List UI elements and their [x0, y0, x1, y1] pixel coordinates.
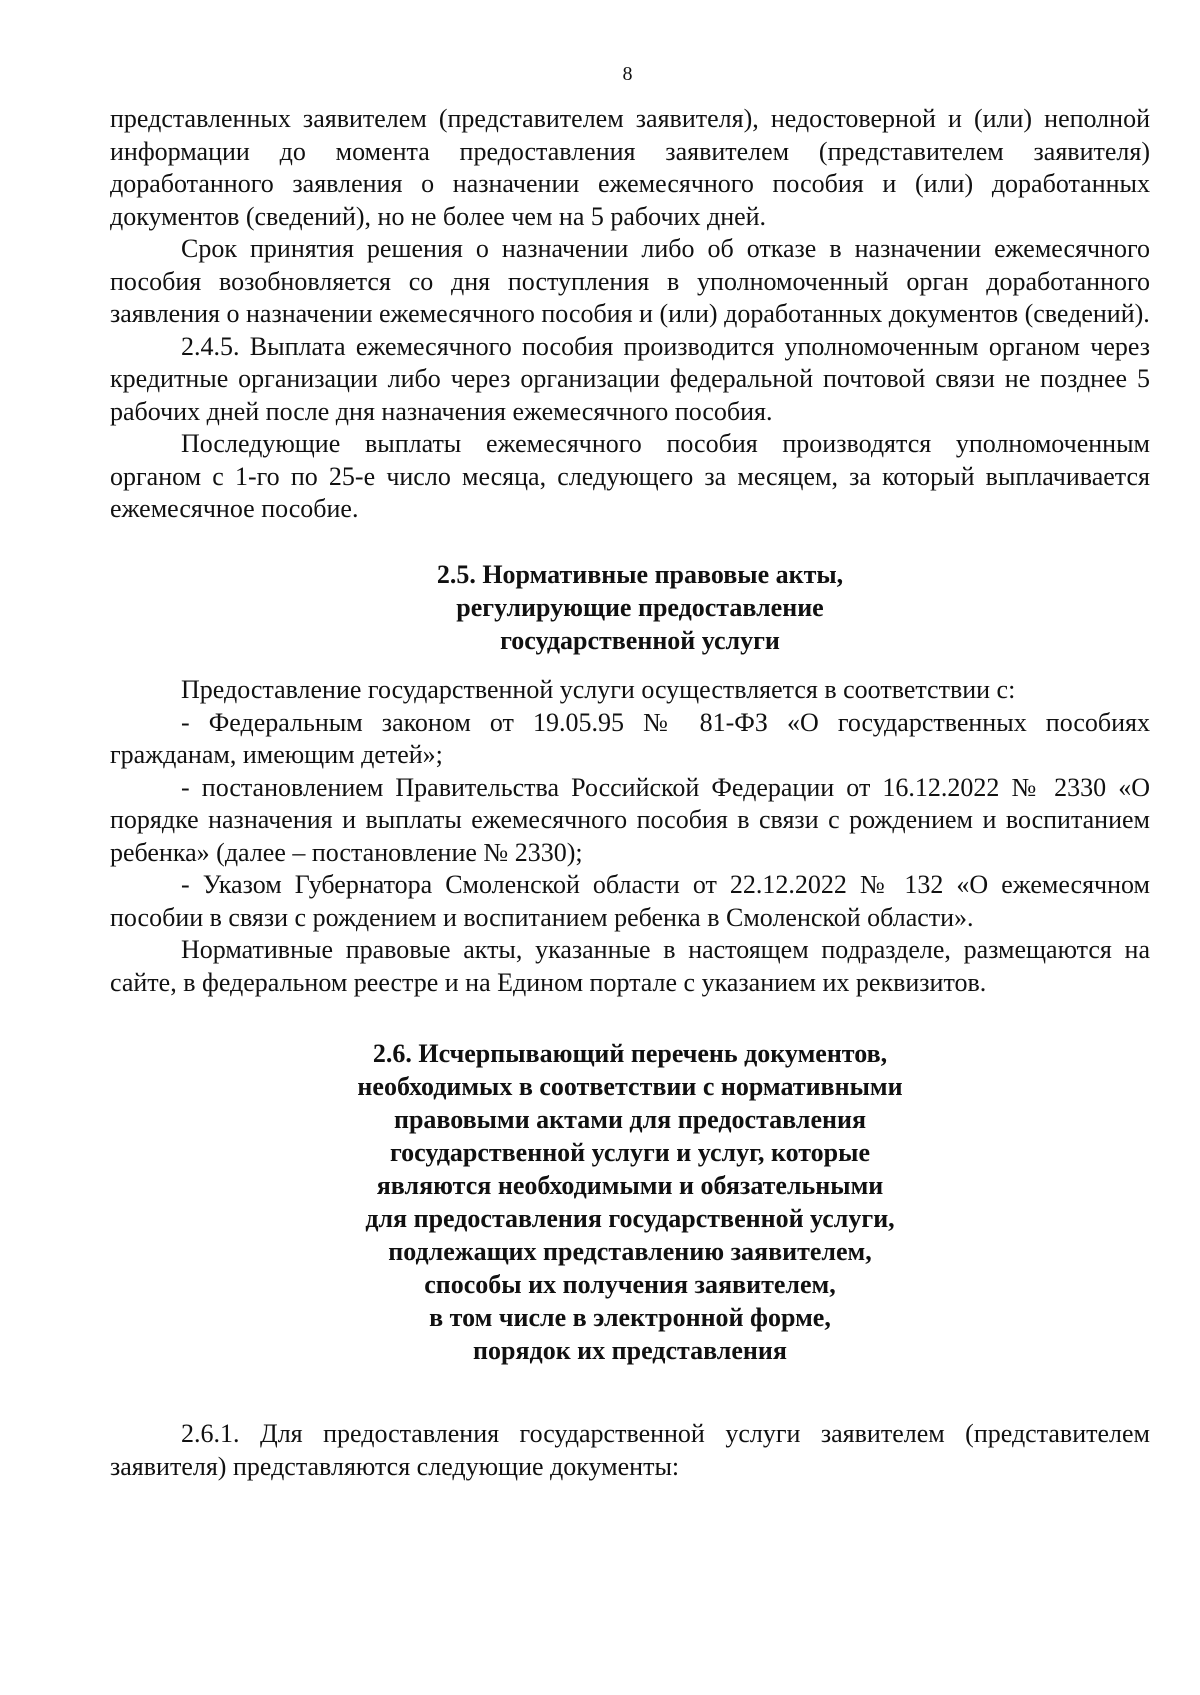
section-heading-2-5 [120, 558, 1160, 657]
heading-line: подлежащих представлению заявителем, [388, 1237, 872, 1266]
paragraph: Нормативные правовые акты, указанные в настоящем подразделе, размещаются на сайте, в федеральном реестре и на Едином портале с указанием их реквизитов. [110, 935, 1150, 997]
heading-line: регулирующие предоставление [456, 593, 824, 622]
heading-line: являются необходимыми и обязательными [376, 1171, 884, 1200]
list-item: - Указом Губернатора Смоленской области от 22.12.2022 № 132 «О ежемесячном пособии в связи с рождением и воспитанием ребенка в Смоленской области». [110, 870, 1150, 932]
paragraph: Срок принятия решения о назначении либо об отказе в назначении ежемесячного пособия возобновляется со дня поступления в уполномоченный орган доработанного заявления о назначении ежемесячного пособия и (или) доработанных документов (сведений). [110, 234, 1150, 328]
heading-line: порядок их представления [473, 1336, 787, 1365]
paragraph: Предоставление государственной услуги осуществляется в соответствии с: [181, 675, 1016, 704]
list-item: - Федеральным законом от 19.05.95 № 81-ФЗ «О государственных пособиях гражданам, имеющим детей»; [110, 707, 1150, 769]
paragraph: представленных заявителем (представителем заявителя), недостоверной и (или) неполной информации до момента предоставления заявителем (представителем заявителя) доработанного заявления о назначении ежемесячного пособия и (или) доработанных документов (сведений), но не более чем на 5 рабочих дней. [110, 104, 1150, 231]
section-heading-2-6 [110, 1037, 1150, 1367]
heading-line: 2.5. Нормативные правовые акты, [436, 560, 844, 589]
paragraph: Последующие выплаты ежемесячного пособия производятся уполномоченным органом с 1-го по 25-е число месяца, следующего за месяцем, за который выплачивается ежемесячное пособие. [110, 429, 1150, 523]
heading-line: правовыми актами для предоставления [393, 1105, 867, 1134]
heading-line: необходимых в соответствии с нормативными [357, 1072, 903, 1101]
heading-line: способы их получения заявителем, [424, 1270, 836, 1299]
heading-line: 2.6. Исчерпывающий перечень документов, [372, 1039, 888, 1068]
heading-line: для предоставления государственной услуги, [365, 1204, 895, 1233]
heading-line: государственной услуги и услуг, которые [390, 1138, 870, 1167]
paragraph-block-2-4 [110, 103, 1150, 526]
list-item: - постановлением Правительства Российской Федерации от 16.12.2022 № 2330 «О порядке назначения и выплаты ежемесячного пособия в связи с рождением и воспитанием ребенка» (далее – постановление № 2330); [110, 772, 1150, 867]
paragraph: 2.6.1. Для предоставления государственной услуги заявителем (представителем заявителя) представляются следующие документы: [110, 1419, 1150, 1481]
paragraph-block-2-5 [110, 674, 1150, 999]
paragraph-block-2-6 [110, 1418, 1150, 1483]
paragraph: 2.4.5. Выплата ежемесячного пособия производится уполномоченным органом через кредитные организации либо через организации федеральной почтовой связи не позднее 5 рабочих дней после дня назначения ежемесячного пособия. [110, 331, 1150, 426]
heading-line: государственной услуги [500, 626, 780, 655]
page-number: 8 [622, 63, 633, 85]
heading-line: в том числе в электронной форме, [429, 1303, 831, 1332]
